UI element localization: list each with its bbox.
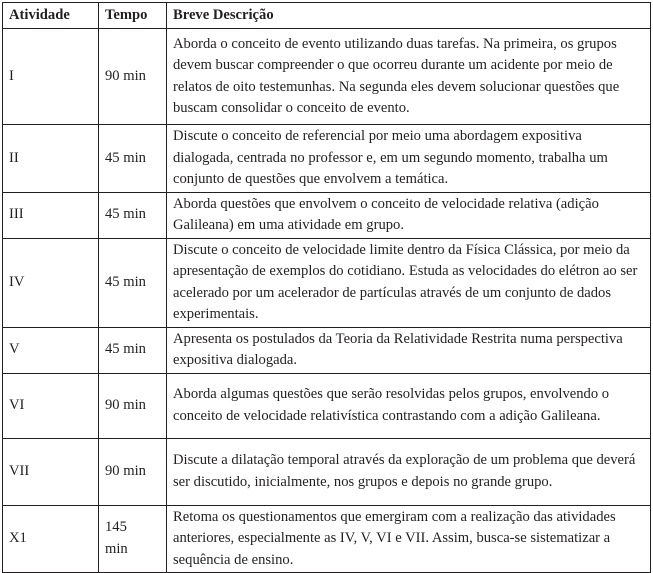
description-cell: Discute o conceito de referencial por meio uma abordagem expositiva dialogada, centrada no professor e, em um segundo momento, trabalha um conjunto de questões que envolvem a temática.: [167, 125, 651, 193]
time-cell: 145 min: [99, 505, 167, 573]
header-description: Breve Descrição: [167, 3, 651, 29]
header-activity: Atividade: [3, 3, 99, 29]
table-row: [3, 29, 651, 125]
time-cell: 45 min: [99, 327, 167, 373]
time-cell: 45 min: [99, 125, 167, 193]
activity-cell: VII: [3, 438, 99, 505]
header-time: Tempo: [99, 3, 167, 29]
description-cell: Discute a dilatação temporal através da exploração de um problema que deverá ser discutido, inicialmente, nos grupos e depois no grande grupo.: [167, 438, 651, 505]
table-row: [3, 125, 651, 193]
description-cell: Aborda o conceito de evento utilizando duas tarefas. Na primeira, os grupos devem buscar compreender o que ocorreu durante um acidente por meio de relatos de oito testemunhas. Na segunda eles devem solucionar questões que buscam consolidar o conceito de evento.: [167, 29, 651, 125]
time-cell: 90 min: [99, 438, 167, 505]
activity-cell: III: [3, 192, 99, 238]
table-row: [3, 505, 651, 573]
time-cell: 90 min: [99, 373, 167, 438]
time-cell: 45 min: [99, 238, 167, 327]
description-cell: Apresenta os postulados da Teoria da Relatividade Restrita numa perspectiva expositiva dialogada.: [167, 327, 651, 373]
table-header-row: [3, 3, 651, 29]
table-row: [3, 327, 651, 373]
description-cell: Aborda algumas questões que serão resolvidas pelos grupos, envolvendo o conceito de velocidade relativística contrastando com a adição Galileana.: [167, 373, 651, 438]
table-row: [3, 438, 651, 505]
table-row: [3, 373, 651, 438]
description-cell: Discute o conceito de velocidade limite dentro da Física Clássica, por meio da apresentação de exemplos do cotidiano. Estuda as velocidades do elétron ao ser acelerado por um acelerador de partículas através de um conjunto de dados experimentais.: [167, 238, 651, 327]
table-row: [3, 238, 651, 327]
activity-cell: V: [3, 327, 99, 373]
time-cell: 45 min: [99, 192, 167, 238]
activities-table: [2, 2, 651, 573]
description-cell: Retoma os questionamentos que emergiram com a realização das atividades anteriores, especialmente as IV, V, VI e VII. Assim, busca-se sistematizar a sequência de ensino.: [167, 505, 651, 573]
activity-cell: I: [3, 29, 99, 125]
description-cell: Aborda questões que envolvem o conceito de velocidade relativa (adição Galileana) em uma atividade em grupo.: [167, 192, 651, 238]
activity-cell: IV: [3, 238, 99, 327]
table-row: [3, 192, 651, 238]
activity-cell: VI: [3, 373, 99, 438]
time-cell: 90 min: [99, 29, 167, 125]
activity-cell: X1: [3, 505, 99, 573]
activity-cell: II: [3, 125, 99, 193]
